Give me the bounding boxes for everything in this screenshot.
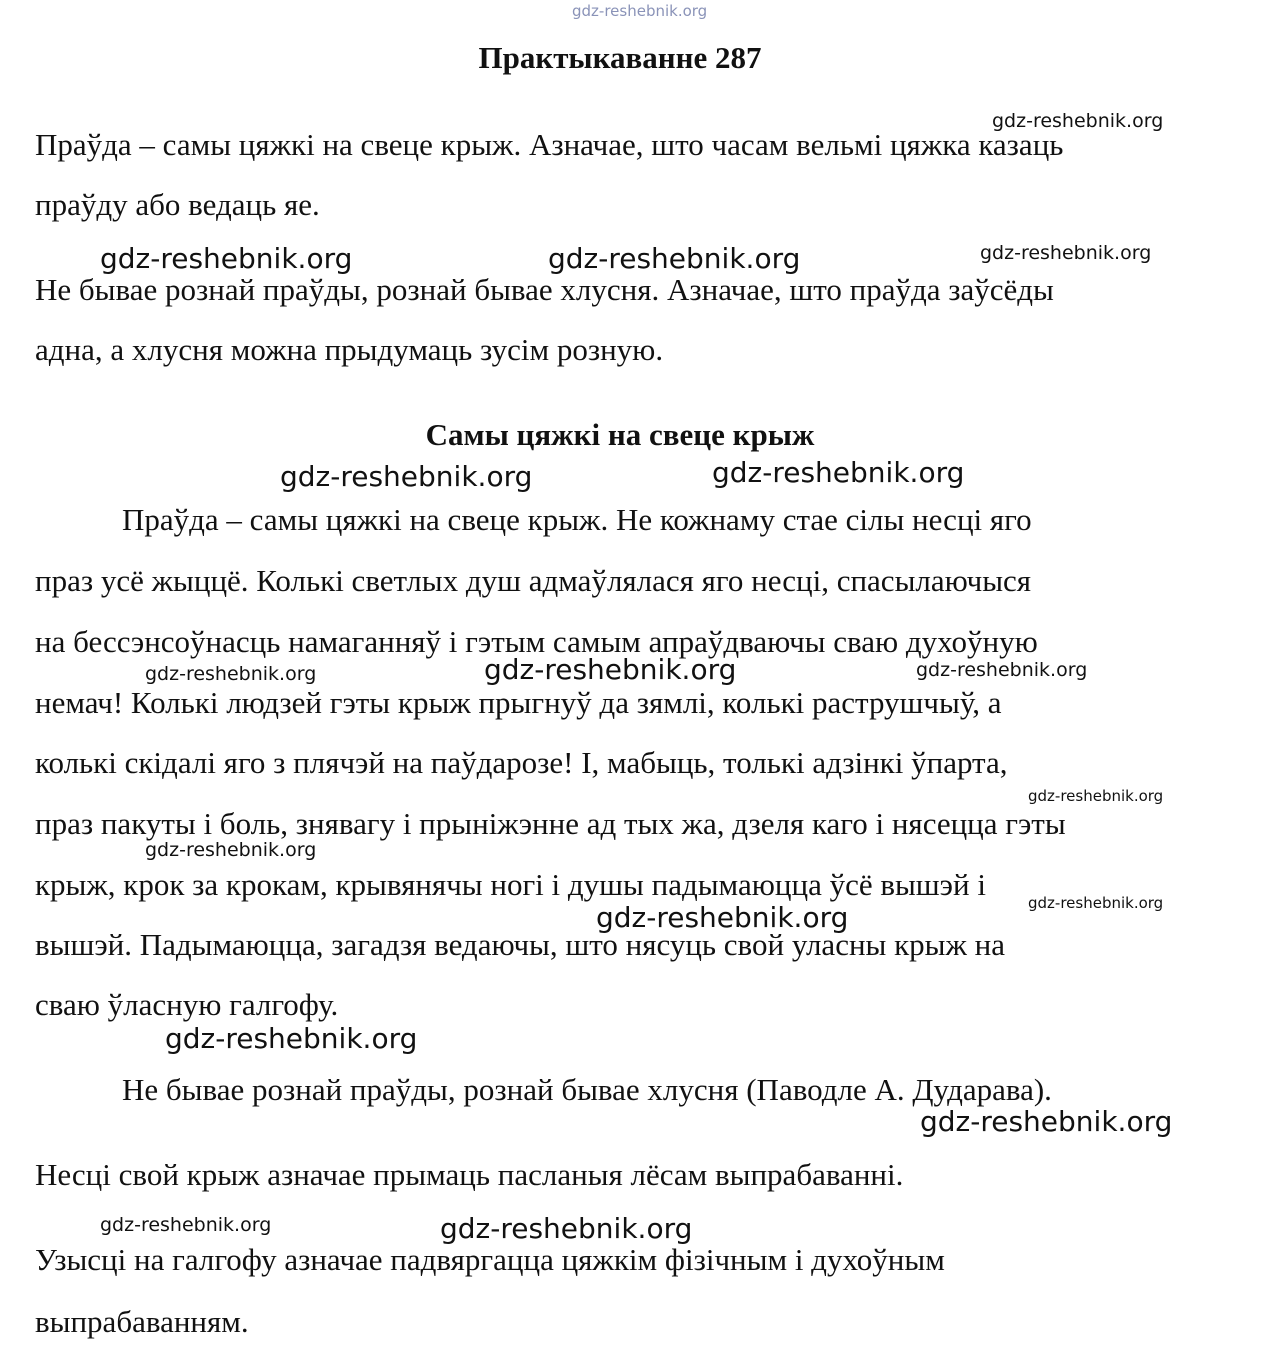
story-line: вышэй. Падымаюцца, загадзя ведаючы, што нясуць свой уласны крыж на — [35, 927, 1006, 962]
explanation-line: Несці свой крыж азначае прымаць пасланыя лёсам выпрабаванні. — [35, 1157, 904, 1192]
page-title: Практыкаванне 287 — [478, 40, 762, 75]
intro-line: Праўда – самы цяжкі на свеце крыж. Азначае, што часам вельмі цяжка казаць — [35, 127, 1064, 162]
watermark: gdz-reshebnik.org — [280, 460, 533, 493]
watermark: gdz-reshebnik.org — [916, 659, 1088, 681]
story-heading: Самы цяжкі на свеце крыж — [425, 417, 815, 452]
watermark: gdz-reshebnik.org — [980, 242, 1152, 264]
watermark: gdz-reshebnik.org — [1028, 787, 1164, 805]
watermark: gdz-reshebnik.org — [548, 242, 801, 275]
watermark: gdz-reshebnik.org — [100, 242, 353, 275]
story-line: на бессэнсоўнасць намаганняў і гэтым самым апраўдваючы сваю духоўную — [35, 624, 1038, 659]
watermark: gdz-reshebnik.org — [484, 653, 737, 686]
watermark: gdz-reshebnik.org — [920, 1105, 1173, 1138]
watermark: gdz-reshebnik.org — [1028, 894, 1164, 912]
watermark: gdz-reshebnik.org — [145, 839, 317, 861]
story-line: крыж, крок за крокам, крывянячы ногі і душы падымаюцца ўсё вышэй і — [35, 867, 986, 902]
story-quote: Не бывае рознай праўды, рознай бывае хлусня (Паводле А. Дударава). — [122, 1072, 1052, 1107]
story-line: праз усё жыццё. Колькі светлых душ адмаўлялася яго несці, спасылаючыся — [35, 563, 1032, 598]
watermark: gdz-reshebnik.org — [572, 2, 708, 20]
story-line: немач! Колькі людзей гэты крыж прыгнуў да зямлі, колькі раструшчыў, а — [35, 685, 1002, 720]
watermark: gdz-reshebnik.org — [145, 663, 317, 685]
watermark: gdz-reshebnik.org — [165, 1022, 418, 1055]
story-line: сваю ўласную галгофу. — [35, 987, 339, 1022]
intro-line: адна, а хлусня можна прыдумаць зусім розную. — [35, 332, 664, 367]
intro-line: праўду або ведаць яе. — [35, 187, 320, 222]
watermark: gdz-reshebnik.org — [100, 1214, 272, 1236]
explanation-line: выпрабаванням. — [35, 1304, 249, 1339]
story-line: колькі скідалі яго з плячэй на паўдарозе! І, мабыць, толькі адзінкі ўпарта, — [35, 745, 1008, 780]
watermark: gdz-reshebnik.org — [596, 901, 849, 934]
story-line: праз пакуты і боль, знявагу і прыніжэнне ад тых жа, дзеля каго і нясецца гэты — [35, 806, 1066, 841]
story-line: Праўда – самы цяжкі на свеце крыж. Не кожнаму стае сілы несці яго — [122, 502, 1032, 537]
watermark: gdz-reshebnik.org — [712, 456, 965, 489]
watermark: gdz-reshebnik.org — [992, 110, 1164, 132]
explanation-line: Узысці на галгофу азначае падвяргацца цяжкім фізічным і духоўным — [35, 1242, 945, 1277]
intro-line: Не бывае рознай праўды, рознай бывае хлусня. Азначае, што праўда заўсёды — [35, 272, 1054, 307]
watermark: gdz-reshebnik.org — [440, 1212, 693, 1245]
